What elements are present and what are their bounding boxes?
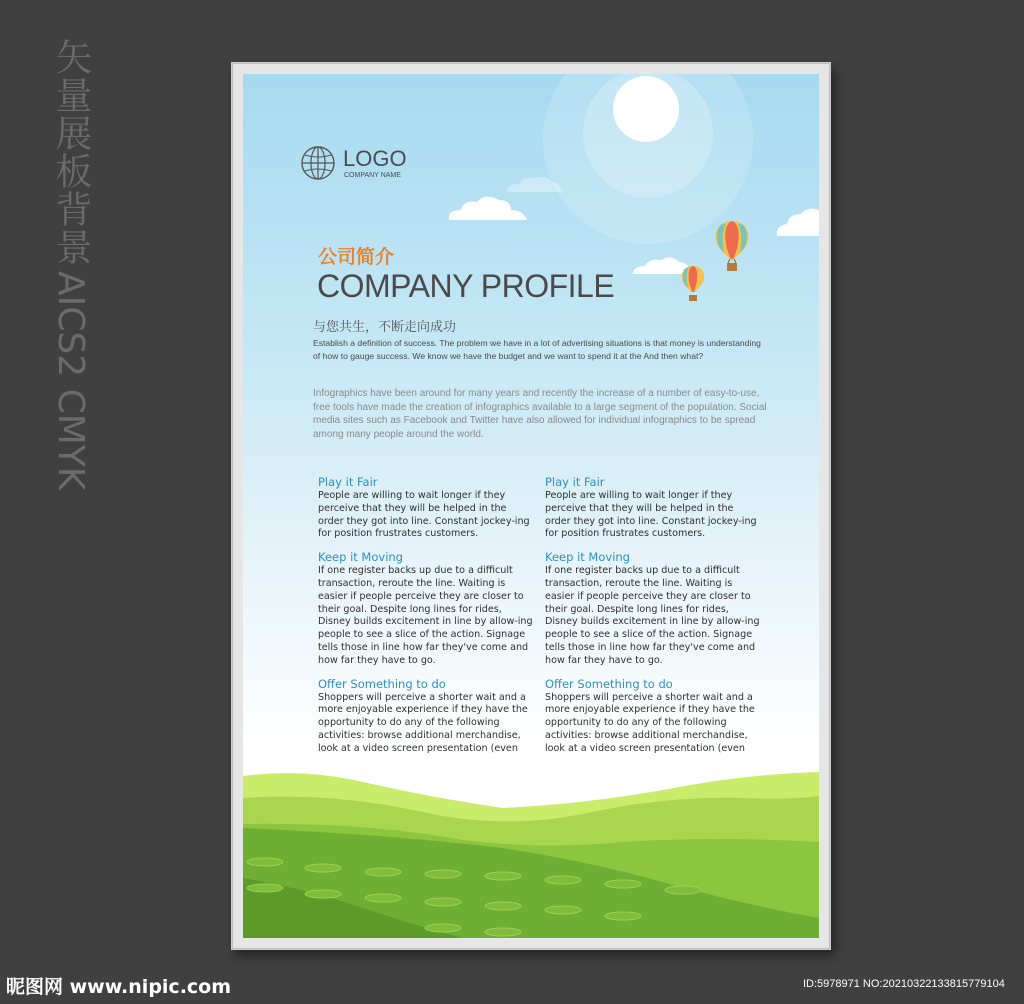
poster xyxy=(243,74,819,938)
cloud-icon xyxy=(773,202,819,238)
section-heading: Keep it Moving xyxy=(545,550,630,565)
section xyxy=(318,550,533,667)
footer-watermark-id: ID:5978971 NO:20210322133815779104 xyxy=(803,978,1005,990)
section-body: People are willing to wait longer if they perceive that they will be helped in the order they got into line. Constant jockey-ing for position frustrates customers. xyxy=(545,490,757,540)
section-heading: Play it Fair xyxy=(318,475,378,489)
footer-watermark-site: 昵图网 www.nipic.com xyxy=(6,976,232,998)
watermark-en: AICS2 CMYK xyxy=(50,271,91,491)
text-column-right xyxy=(545,475,760,765)
green-hills-landscape xyxy=(243,768,819,938)
section-body: Shoppers will perceive a shorter wait and a more enjoyable experience if they have the opportunity to do any of the following activities: browse additional merchandise, look at a video screen presentation (even xyxy=(545,691,755,754)
logo-company-name: COMPANY NAME xyxy=(344,172,401,179)
cloud-faint xyxy=(503,174,563,194)
section-heading: Offer Something to do xyxy=(545,676,673,691)
section-body: Shoppers will perceive a shorter wait and a more enjoyable experience if they have the opportunity to do any of the following activities: browse additional merchandise, look at a video screen presentation (even xyxy=(318,691,528,754)
section xyxy=(545,677,760,756)
cloud-icon xyxy=(443,192,533,224)
section-heading: Play it Fair xyxy=(545,475,605,489)
page-title: COMPANY PROFILE xyxy=(317,268,615,304)
section-body: If one register backs up due to a difficult transaction, reroute the line. Waiting is easier if people perceive they are closer to their goal. Despite long lines for rides, Disney builds excitement in line by allow-ing people to see a slice of the action. Signage tells those in line how far they've come and how far they have to go. xyxy=(545,565,760,666)
section xyxy=(318,677,533,756)
section-heading: Keep it Moving xyxy=(318,550,403,565)
logo-text: LOGO xyxy=(343,146,407,171)
watermark-cn: 矢量展板背景 xyxy=(49,38,92,266)
hot-air-balloon-icon xyxy=(679,264,707,304)
poster-frame xyxy=(231,62,831,950)
company-logo xyxy=(299,144,407,184)
section-body: People are willing to wait longer if they perceive that they will be helped in the order they got into line. Constant jockey-ing for position frustrates customers. xyxy=(318,490,530,540)
sun-icon xyxy=(613,76,679,142)
section xyxy=(545,550,760,667)
intro-paragraph-2: Infographics have been around for many years and recently the increase of a number of easy-to-use, free tools have made the creation of infographics available to a large segment of the population. Social media sites such as Facebook and Twitter have also allowed for individual infographics to be spread among many people around the world. xyxy=(313,388,767,440)
intro-paragraph-1: Establish a definition of success. The problem we have in a lot of advertising situations is that money is understanding of how to gauge success. We know we have the budget and we want to spend it at the And then what? xyxy=(313,338,761,361)
globe-icon xyxy=(299,144,337,182)
watermark-vertical-text xyxy=(49,38,92,491)
hot-air-balloon-icon xyxy=(712,219,752,275)
section xyxy=(545,475,760,541)
section xyxy=(318,475,533,541)
slogan: 与您共生，不断走向成功 xyxy=(313,320,457,335)
title-chinese: 公司简介 xyxy=(318,246,395,268)
section-heading: Offer Something to do xyxy=(318,676,446,691)
text-column-left xyxy=(318,475,533,765)
section-body: If one register backs up due to a difficult transaction, reroute the line. Waiting is easier if people perceive they are closer to their goal. Despite long lines for rides, Disney builds excitement in line by allow-ing people to see a slice of the action. Signage tells those in line how far they've come and how far they have to go. xyxy=(318,565,533,666)
